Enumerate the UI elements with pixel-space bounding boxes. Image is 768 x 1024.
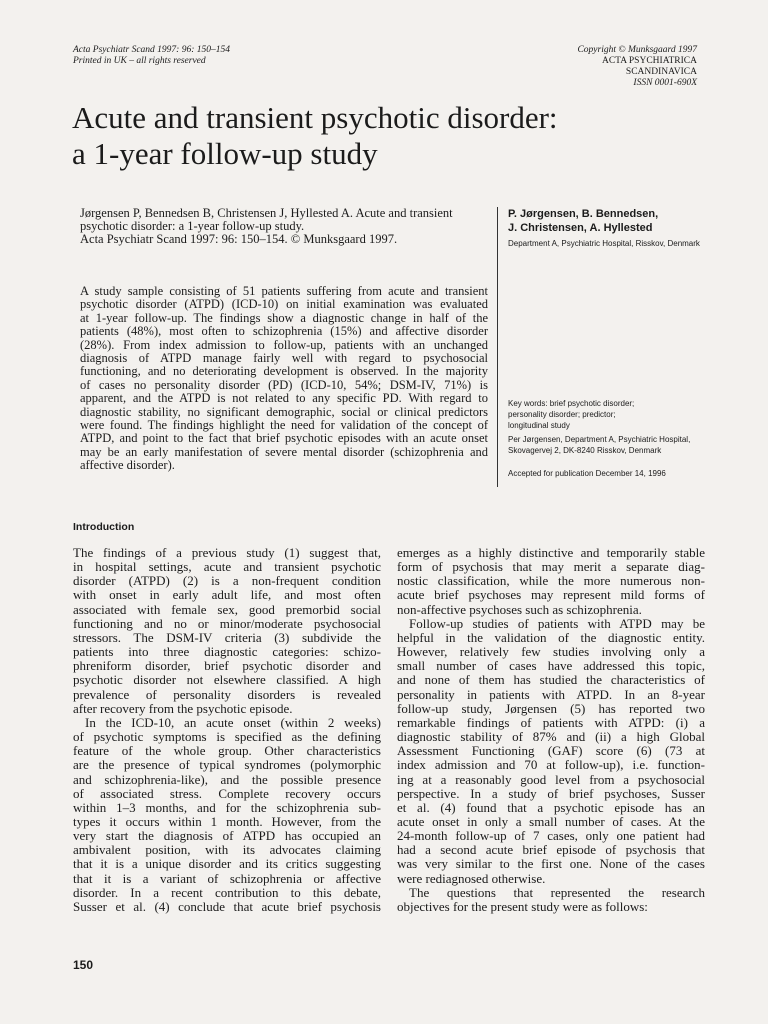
abstract-line: apparent, and the ATPD is not related to any specific PD. With regard to [80,391,488,406]
keywords-line: personality disorder; predictor; [508,410,616,419]
abstract-line: at 1-year follow-up. The findings show a diagnostic change in half of the [80,310,488,325]
journal-name-line: ACTA PSYCHIATRICA [601,56,697,66]
journal-masthead [577,45,697,89]
body-line: objectives for the present study were as follows: [397,898,648,914]
abstract-line: ATPD, and point to the fact that brief psychotic episodes with an acute onset [80,431,488,446]
body-line: in hospital settings, acute and transient psychotic [73,559,381,575]
affiliation: Department A, Psychiatric Hospital, Risskov, Denmark [508,239,700,248]
body-line: and none of them has studied the characteristics of [397,672,705,688]
accepted-line: Accepted for publication December 14, 1996 [508,469,666,478]
abstract-line: patients (48%), most often to schizophrenia (15%) and affective disorder [80,324,488,339]
body-line: form of psychosis that may merit a separate diag- [397,559,705,575]
abstract-line: may be an early manifestation of severe mental disorder (schizophrenia and [80,444,488,459]
body-line: Follow-up studies of patients with ATPD may be [409,615,705,631]
body-line: acute brief psychoses may represent mild forms of [397,587,705,603]
body-line: ambivalent position, with its advocates claiming [73,842,381,858]
body-line: of associated stress. Complete recovery occurs [73,785,381,801]
body-line: 24-month follow-up of 7 cases, only one patient had [397,828,705,844]
body-line: were rediagnosed otherwise. [397,870,546,886]
keywords-line: Key words: brief psychotic disorder; [508,399,635,408]
issn-line: ISSN 0001-690X [633,78,697,88]
body-line: had a second acute brief episode of psychosis that [397,842,705,858]
citation-line: Jørgensen P, Bennedsen B, Christensen J, Hyllested A. Acute and transient [80,206,453,220]
header-citation-line: Acta Psychiatr Scand 1997: 96: 150–154 [73,45,230,55]
title-line: a 1-year follow-up study [72,136,378,171]
body-line: personality in patients with ATPD. In an 8-year [397,686,705,702]
body-line: was very similar to the first one. None of the cases [397,856,705,872]
abstract [80,285,488,473]
body-line: functioning and no or minor/moderate psychosocial [73,615,381,631]
body-line: Assessment Functioning (GAF) score (6) (73 at [397,743,705,759]
title-line: Acute and transient psychotic disorder: [72,100,558,135]
body-line: perspective. In a study of brief psychoses, Susser [397,785,705,801]
citation-line: psychotic disorder: a 1-year follow-up study. [80,219,305,233]
body-column-right [397,546,705,914]
abstract-line: affective disorder). [80,458,175,473]
keywords [508,398,718,431]
address-line: Per Jørgensen, Department A, Psychiatric Hospital, [508,435,691,444]
body-line: and schizophrenia-like), and the possible presence [73,771,381,787]
body-line: patients into three diagnostic categories: schizo- [73,644,381,660]
abstract-line: (28%). From index admission to follow-up, patients with an unchanged [80,337,488,352]
body-line: acute onset in only a small number of cases. At the [397,813,705,829]
correspondence-address [508,434,718,456]
body-line: nostic classification, while the more numerous non- [397,573,705,589]
body-line: et al. (4) found that a psychotic episode has an [397,799,705,815]
article-title [72,100,712,172]
page-number: 150 [73,958,94,972]
body-line: prevalence of personality disorders is revealed [73,686,381,702]
body-line: However, relatively few studies involving only a [397,644,705,660]
body-line: stressors. The DSM-IV criteria (3) subdivide the [73,629,381,645]
section-heading: Introduction [73,521,135,533]
abstract-line: diagnosis of ATPD manage fairly well with regard to psychosocial [80,351,488,366]
abstract-line: A study sample consisting of 51 patients suffering from acute and transient [80,284,488,298]
body-line: small number of cases have addressed this topic, [397,658,705,674]
body-line: The questions that represented the research [409,884,705,900]
author-line: P. Jørgensen, B. Bennedsen, [508,208,659,220]
body-line: that it is a variant of schizophrenia or affective [73,870,381,886]
accepted-date [508,468,718,479]
body-line: that it is a unique disorder and its critics suggesting [73,856,381,872]
author-list [508,207,708,235]
citation-line: Acta Psychiatr Scand 1997: 96: 150–154. © Munksgaard 1997. [80,232,398,246]
abstract-line: of cases no personality disorder (PD) (ICD-10, 54%; DSM-IV, 71%) is [80,377,488,392]
reference-citation [80,207,490,246]
body-line: In the ICD-10, an acute onset (within 2 weeks) [85,714,381,730]
body-line: remarkable findings of patients with ATPD: (i) a [397,714,705,730]
body-line: associated with female sex, good premorbid social [73,601,381,617]
body-line: types it occurs within 1 month. However, from the [73,813,381,829]
body-column-left [73,546,381,914]
body-line: phreniform disorder, brief psychotic disorder and [73,658,381,674]
journal-citation-header [73,45,230,67]
body-line: with onset in early adult life, and most often [73,587,381,603]
body-line: follow-up study, Jørgensen (5) has reported two [397,700,705,716]
body-line: diagnostic stability of 87% and (ii) a high Global [397,729,705,745]
column-divider [497,207,498,487]
copyright-line: Copyright © Munksgaard 1997 [577,45,697,55]
body-line: emerges as a highly distinctive and temporarily stable [397,545,705,560]
body-line: are the presence of typical syndromes (polymorphic [73,757,381,773]
body-line: non-affective psychoses such as schizophrenia. [397,601,642,617]
address-line: Skovagervej 2, DK-8240 Risskov, Denmark [508,446,662,455]
body-line: index admission and 70 at follow-up), i.e. function- [397,757,705,773]
body-line: disorder (ATPD) (2) is a non-frequent condition [73,573,381,589]
abstract-line: were found. The findings highlight the need for validation of the concept of [80,418,488,433]
body-line: within 1–3 months, and for the schizophrenia sub- [73,799,381,815]
body-line: psychotic disorder not elsewhere classified. A high [73,672,381,688]
body-line: very start the diagnosis of ATPD has occupied an [73,828,381,844]
keywords-line: longitudinal study [508,421,570,430]
body-line: disorder. In a recent contribution to this debate, [73,884,381,900]
body-line: The findings of a previous study (1) suggest that, [73,545,381,560]
body-line: ing at a reasonably good level from a psychosocial [397,771,705,787]
body-line: Susser et al. (4) conclude that acute brief psychosis [73,898,381,914]
body-line: feature of the whole group. Other characteristics [73,743,381,759]
body-line: after recovery from the psychotic episode. [73,700,293,716]
header-rights-line: Printed in UK – all rights reserved [73,56,206,66]
abstract-line: diagnostic stability, no significant demographic, social or clinical predictors [80,404,488,419]
author-line: J. Christensen, A. Hyllested [508,222,653,234]
abstract-line: functioning, and no deteriorating development is observed. In the majority [80,364,488,379]
body-line: of psychotic symptoms is specified as the defining [73,729,381,745]
body-line: helpful in the validation of the diagnostic entity. [397,629,705,645]
journal-name-line: SCANDINAVICA [625,67,697,77]
abstract-line: psychotic disorder (ATPD) (ICD-10) on initial examination was evaluated [80,297,488,312]
